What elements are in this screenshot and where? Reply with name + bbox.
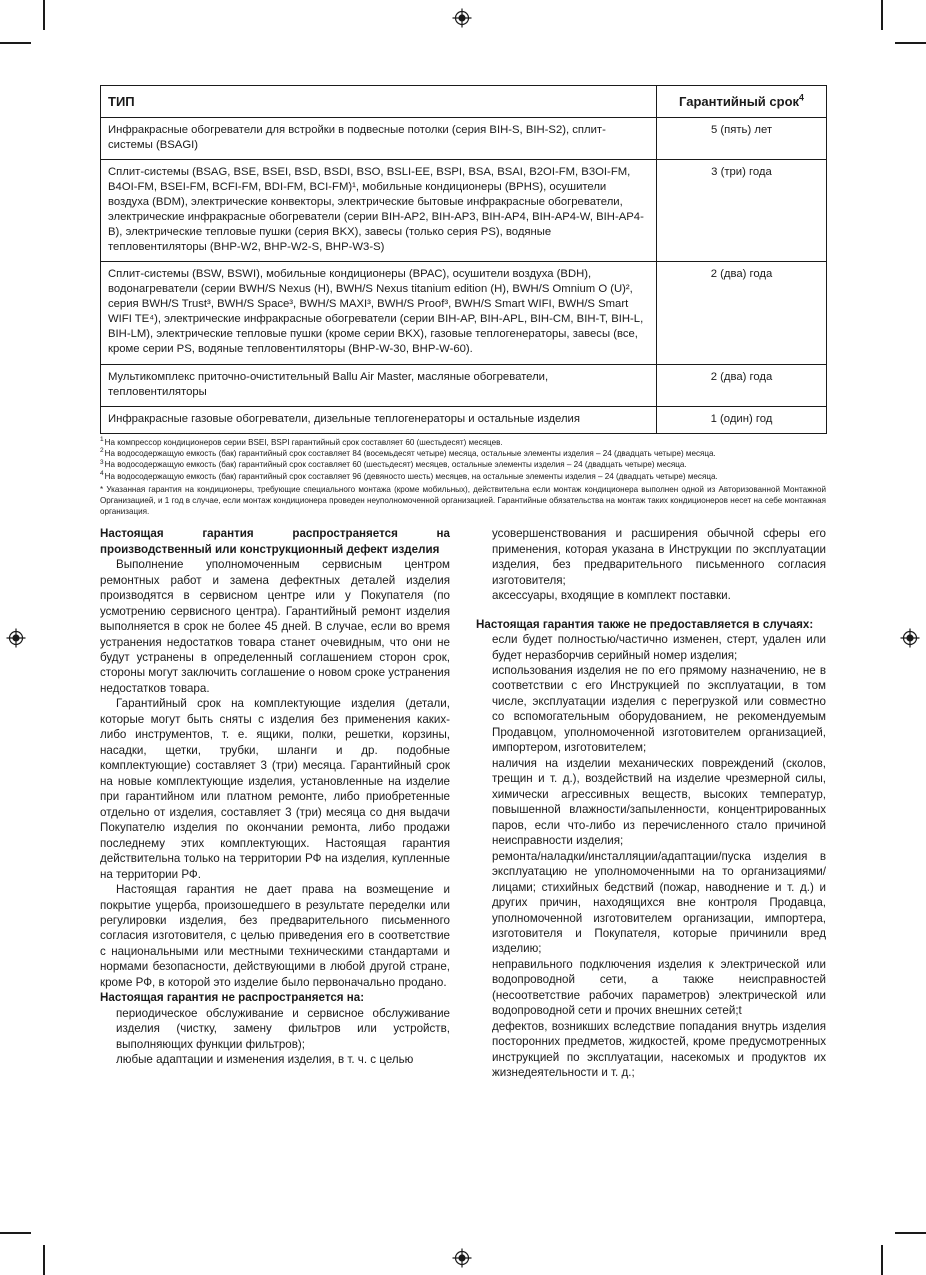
left-heading-warranty-covers: Настоящая гарантия распространяется на производственный или конструкционный дефект изделия [100,527,450,556]
cell-product-type: Инфракрасные обогреватели для встройки в подвесные потолки (серия BIH-S, BIH-S2), сплит-системы (BSAGI) [101,118,657,160]
table-header-row [101,86,827,118]
crop-mark-bottom-left-horizontal [0,1232,31,1234]
right-bullet-improper-use: использования изделия не по его прямому назначению, не в соответствии с его Инструкцией по эксплуатации, в том числе, эксплуатации изделия с перегрузкой или совместно со вспомогательным оборудованием, не рекомендуемым Продавцом, уполномоченной изготовителем организацией, импортером, изготовителем; [492,664,826,755]
warranty-period-table [100,85,827,434]
left-column [100,526,450,1080]
table-footnotes [100,435,826,518]
table-row [101,160,827,262]
two-column-body [100,526,826,1080]
crop-mark-bottom-right-horizontal [895,1232,926,1234]
footnote-item [100,460,826,471]
right-heading-warranty-not-provided: Настоящая гарантия также не предоставляется в случаях: [476,617,814,631]
table-row [101,118,827,160]
footnote-marker: 1 [100,435,104,443]
footnote-text: На водосодержащую емкость (бак) гарантийный срок составляет 60 (шестьдесят) месяцев, остальные элементы изделия – 24 (двадцать четыре) месяца. [104,460,687,470]
crop-mark-top-left-horizontal [0,42,31,44]
cell-product-type: Сплит-системы (BSAG, BSE, BSEI, BSD, BSDI, BSO, BSLI-EE, BSPI, BSA, BSAI, B2OI-FM, B3OI-FM, B4OI-FM, BSEI-FM, BCFI-FM, BDI-FM, BCI-FM)¹, мобильные кондиционеры (BPHS), осушители воздуха (BDM), электрические конвекторы, электрические бытовые инфракрасные обогреватели, электрические инфракрасные обогреватели (серии BIH-AP2, BIH-AP3, BIH-AP4, BIH-AP4-W, BIH-AP4-B), электрические тепловые пушки (серия BKX), завесы (только серия PS), водяные тепловентиляторы (BHP-W2, BHP-W2-S, BHP-W3-S) [101,160,657,262]
registration-mark-left [6,628,26,648]
footnote-item [100,472,826,483]
right-bullet-adaptations-continued: усовершенствования и расширения обычной сферы его применения, которая указана в Инструкции по эксплуатации изделия, без предварительного письменного согласия изготовителя; [492,527,826,587]
page-content [100,85,826,1081]
right-bullet-unauthorized-repair: ремонта/наладки/инсталляции/адаптации/пуска изделия в эксплуатацию не уполномоченными на то организациями/лицами; стихийных бедствий (пожар, наводнение и т. д.) и других причин, находящихся вне контроля Продавца, уполномоченной изготовителем организации, импортера, изготовителя и Покупателя, которые причинили вред изделию; [492,849,826,956]
footnote-marker: 2 [100,447,104,455]
column-header-term [657,86,827,118]
left-paragraph-no-damage-compensation: Настоящая гарантия не дает права на возмещение и покрытие ущерба, произошедшего в результате переделки или регулировки изделия, без предварительного письменного согласия изготовителя, с целью приведения его в соответствие с национальными или местными техническими стандартами и нормами безопасности, действующими в любой другой стране, кроме РФ, в которой это изделие было первоначально продано. [100,883,450,989]
column-header-term-footnote-marker: 4 [799,92,804,103]
footnote-text: На водосодержащую емкость (бак) гарантийный срок составляет 84 (восемьдесят четыре) месяца, остальные элементы изделия – 24 (двадцать четыре) месяца. [104,448,716,458]
footnote-asterisk: * Указанная гарантия на кондиционеры, требующие специального монтажа (кроме мобильных), действительна если монтаж кондиционера выполнен одной из Авторизованной Монтажной Организацией, и 1 год в случае, если монтаж кондиционера проведен неуполномоченной организацией. Гарантийные обязательства на монтаж таких кондиционеров несет на себе монтажная организация. [100,485,826,516]
right-bullet-improper-connection: неправильного подключения изделия к электрической или водопроводной сети, а также неисправностей (несоответствие рабочих параметров) электрической или водопроводной сети и прочих внешних сетей;t [492,957,826,1018]
left-paragraph-repair-terms: Выполнение уполномоченным сервисным центром ремонтных работ и замена дефектных деталей изделия производятся в сервисном центре или у Покупателя (по усмотрению сервисного центра). Гарантийный ремонт изделия выполняется в срок не более 45 дней. В случае, если во время устранения недостатков товара станет очевидным, что они не будут устранены в определенный соглашением сторон срок, стороны могут заключить соглашение о новом сроке устранения недостатков товара. [100,558,450,695]
column-header-term-label: Гарантийный срок [679,94,800,109]
registration-mark-right [900,628,920,648]
right-bullet-accessories: аксессуары, входящие в комплект поставки. [492,589,731,603]
footnote-marker: 3 [100,458,104,466]
left-heading-warranty-excludes: Настоящая гарантия не распространяется на: [100,991,365,1005]
table-row [101,262,827,364]
left-bullet-periodic-service: периодическое обслуживание и сервисное обслуживание изделия (чистку, замену фильтров или устройств, выполняющих функции фильтров); [116,1006,450,1051]
cell-warranty-term: 1 (один) год [657,406,827,433]
footnote-item [100,435,826,449]
cell-product-type: Сплит-системы (BSW, BSWI), мобильные кондиционеры (BPAC), осушители воздуха (BDH), водонагреватели (серии BWH/S Nexus (H), BWH/S Nexus titanium edition (H), BWH/S Omnium O (U)², серия BWH/S Trust³, BWH/S Space³, BWH/S MAXI³, BWH/S Proof³, BWH/S Smart WIFI, BWH/S Smart WIFI TE⁴), электрические инфракрасные обогреватели (серии BIH-AP, BIH-APL, BIH-CM, BIH-T, BIH-L, BIH-LM), электрические тепловые пушки (кроме серии BKX), газовые теплогенераторы, завесы (все, кроме серии PS, водяные тепловентиляторы (BHP-W-30, BHP-W-60). [101,262,657,364]
footnote-text: На компрессор кондиционеров серии BSEI, BSPI гарантийный срок составляет 60 (шестьдесят) месяцев. [104,437,503,447]
crop-mark-bottom-right-vertical [881,1245,883,1275]
left-paragraph-components-terms: Гарантийный срок на комплектующие изделия (детали, которые могут быть сняты с изделия без применения каких-либо инструментов, т. е. ящики, полки, решетки, корзины, насадки, щетки, трубки, шланги и др. подобные комплектующие) составляет 3 (три) месяца. Гарантийный срок на новые комплектующие изделия, установленные на изделие при гарантийном или платном ремонте, либо приобретенные отдельно от изделия, составляет 3 (три) месяца со дня выдачи Покупателю изделия по окончании ремонта, либо продажи последнему этих комплектующих. Настоящая гарантия действительна только на территории РФ на изделия, купленные на территории РФ. [100,697,450,881]
right-column [476,526,826,1080]
cell-warranty-term: 2 (два) года [657,364,827,406]
registration-mark-top [452,8,472,28]
crop-mark-bottom-left-vertical [43,1245,45,1275]
cell-product-type: Инфракрасные газовые обогреватели, дизельные теплогенераторы и остальные изделия [101,406,657,433]
footnote-item [100,449,826,460]
registration-mark-bottom [452,1248,472,1268]
cell-warranty-term: 5 (пять) лет [657,118,827,160]
cell-warranty-term: 3 (три) года [657,160,827,262]
right-bullet-serial-number: если будет полностью/частично изменен, стерт, удален или будет неразборчив серийный номер изделия; [492,633,826,662]
cell-product-type: Мультикомплекс приточно-очистительный Ballu Air Master, масляные обогреватели, тепловентиляторы [101,364,657,406]
crop-mark-top-right-vertical [881,0,883,30]
table-row [101,364,827,406]
crop-mark-top-left-vertical [43,0,45,30]
right-bullet-foreign-objects: дефектов, возникших вследствие попадания внутрь изделия посторонних предметов, жидкостей, кроме предусмотренных инструкцией по эксплуатации, насекомых и продуктов их жизнедеятельности и т. д.; [492,1019,826,1080]
right-bullet-mechanical-damage: наличия на изделии механических повреждений (сколов, трещин и т. д.), воздействий на изделие чрезмерной силы, химически агрессивных веществ, высоких температур, повышенной влажности/запыленности, концентрированных паров, если что-либо из перечисленного стало причиной неисправности изделия; [492,756,826,848]
left-bullet-adaptations: любые адаптации и изменения изделия, в т. ч. с целью [116,1053,414,1067]
crop-mark-top-right-horizontal [895,42,926,44]
footnote-text: На водосодержащую емкость (бак) гарантийный срок составляет 96 (девяносто шесть) месяцев, на остальные элементы изделия – 24 (двадцать четыре) месяца. [104,471,718,481]
column-header-type: ТИП [101,86,657,118]
footnote-marker: 4 [100,470,104,478]
table-row [101,406,827,433]
cell-warranty-term: 2 (два) года [657,262,827,364]
